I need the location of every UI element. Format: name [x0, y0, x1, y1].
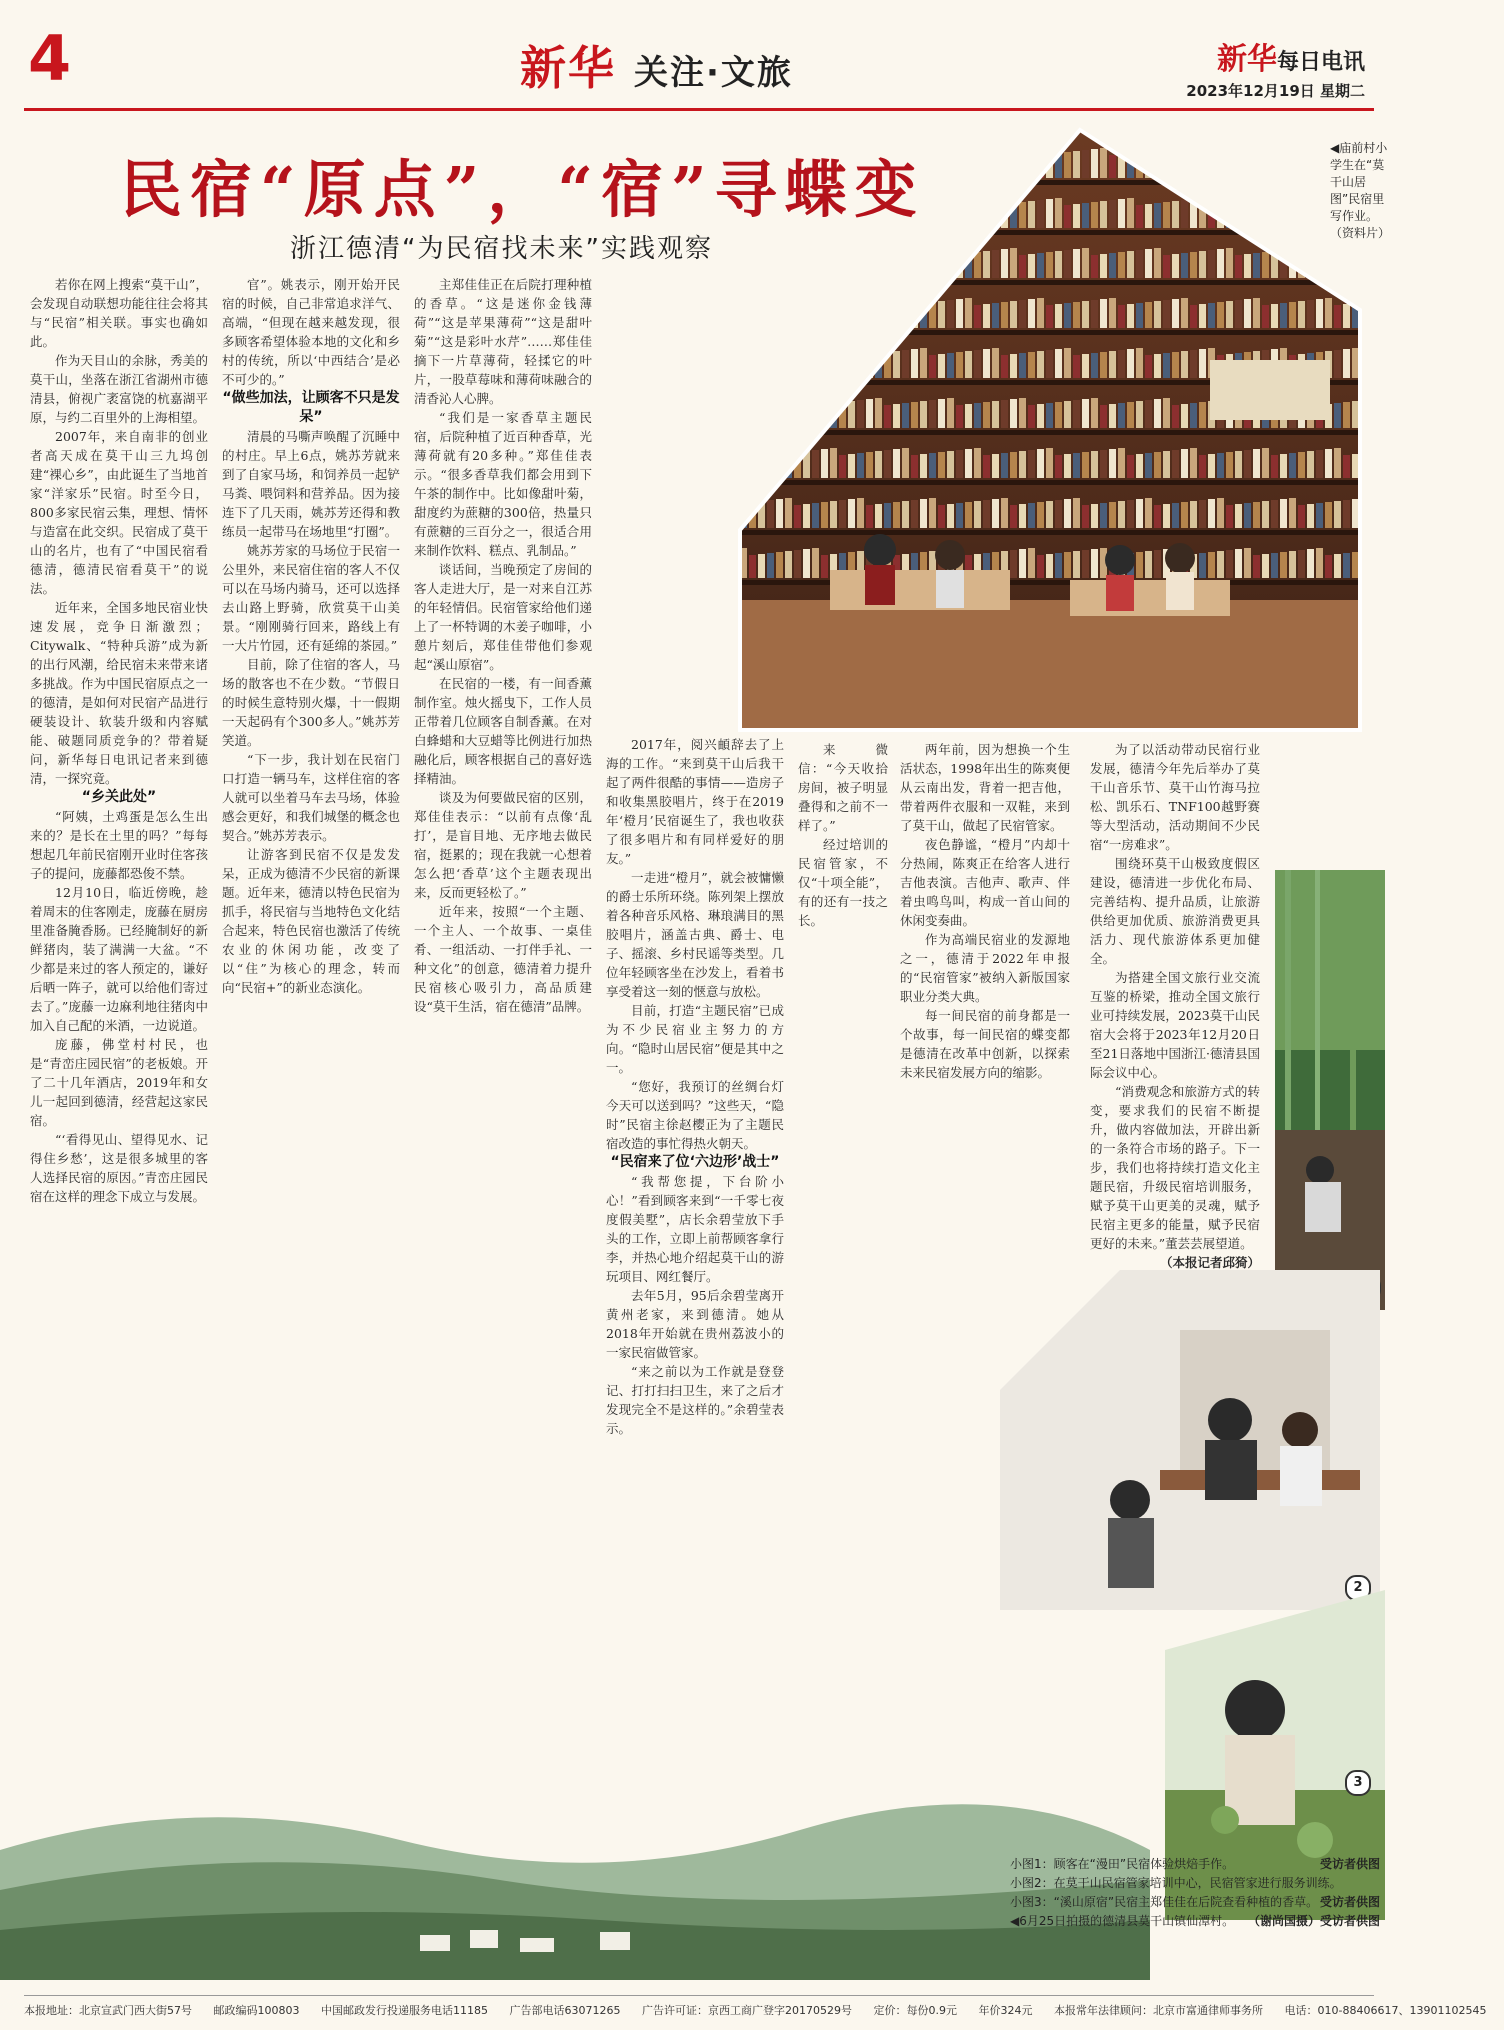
paragraph: 来微信：“今天收拾房间，被子明显叠得和之前不一样了。” [798, 742, 888, 833]
footer-annual-price: 年价324元 [978, 2004, 1033, 2017]
paragraph: 目前，除了住宿的客人，马场的散客也不在少数。“节假日的时候生意特别火爆，十一假期一天起码有个300多人。”姚苏芳笑道。 [222, 657, 400, 748]
article-column-2 [222, 275, 400, 1875]
caption-line: ◀6月25日拍摄的德清县莫干山镇仙潭村。 （谢尚国摄） [1010, 1914, 1320, 1928]
section-label: 关注·文旅 [634, 53, 793, 93]
newspaper-brand [1217, 34, 1365, 78]
caption-line: 小图3：“溪山原宿”民宿主郑佳佳在后院查看种植的香草。 受访者供图 [1010, 1895, 1380, 1928]
paragraph: “‘看得见山、望得见水、记得住乡愁’，这是很多城里的客人选择民宿的原因。”青峦庄园民宿在这样的理念下成立与发展。 [30, 1132, 208, 1204]
footer-divider [24, 1995, 1374, 1996]
section-subtitle: “乡关此处” [81, 789, 157, 805]
paragraph: 经过培训的民宿管家，不仅“十项全能”，有的还有一技之长。 [798, 837, 888, 928]
paragraph: “您好，我预订的丝绸台灯今天可以送到吗？”这些天，“隐时”民宿主徐赵樱正为了主题民宿改造的事忙得热火朝天。 [606, 1079, 784, 1151]
paragraph: 作为天目山的余脉，秀美的莫干山，坐落在浙江省湖州市德清县，俯视广袤富饶的杭嘉湖平原，与约二百里外的上海相望。 [30, 353, 208, 425]
caption-line: 小图1：顾客在“漫田”民宿体验烘焙手作。 受访者供图 [1010, 1857, 1380, 1871]
paragraph: 清晨的马嘶声唤醒了沉睡中的村庄。早上6点，姚苏芳就来到了自家马场，和饲养员一起铲马粪、喂饲料和营养品。因为接连下了几天雨，姚苏芳还得和教练员一起带马在场地里“打圈”。 [222, 429, 400, 539]
paragraph: 为了以活动带动民宿行业发展，德清今年先后举办了莫干山音乐节、莫干山竹海马拉松、凯乐石、TNF100越野赛等大型活动，活动期间不少民宿“一房难求”。 [1090, 742, 1260, 852]
paragraph: 2007年，来自南非的创业者高天成在莫干山三九坞创建“裸心乡”，由此诞生了当地首家“洋家乐”民宿。时至今日，800多家民宿云集，理想、情怀与造富在此交织。民宿成了莫干山的名片，也有了“中国民宿看德清，德清民宿看莫干”的说法。 [30, 429, 208, 596]
paragraph: “阿姨，土鸡蛋是怎么生出来的？是长在土里的吗？”每每想起几年前民宿刚开业时住客孩子的提问，庞藤都恐俊不禁。 [30, 809, 208, 881]
paragraph: 两年前，因为想换一个生活状态，1998年出生的陈爽便从云南出发，背着一把吉他，带着两件衣服和一双鞋，来到了莫干山，做起了民宿管家。 [900, 742, 1070, 833]
article-column-3 [414, 275, 592, 1875]
reporter-byline: （本报记者邱猗） [1159, 1255, 1260, 1270]
article-column-5 [798, 740, 888, 1890]
paragraph: 为搭建全国文旅行业交流互鉴的桥梁，推动全国文旅行业可持续发展，2023莫干山民宿大会将于2023年12月20日至21日落地中国浙江·德清县国际会议中心。 [1090, 970, 1260, 1080]
paragraph: “消费观念和旅游方式的转变，要求我们的民宿不断提升，做内容做加法，开辟出新的一条符合市场的路子。下一步，我们也将持续打造文化主题民宿，升级民宿培训服务，赋予莫干山更美的灵魂，赋予民宿主更多的能量，赋予民宿更好的未来。”董芸芸展望道。 [1090, 1084, 1260, 1251]
footer [24, 2002, 1487, 2018]
article-column-1 [30, 275, 208, 1895]
masthead-divider [24, 108, 1374, 111]
paragraph: 目前，打造“主题民宿”已成为不少民宿业主努力的方向。“隐时山居民宿”便是其中之一。 [606, 1003, 784, 1075]
mountain-village-illustration [0, 1770, 1150, 1980]
paragraph: “来之前以为工作就是登登记、打打扫扫卫生，来了之后才发现完全不是这样的。”余碧莹表示。 [606, 1364, 784, 1436]
footer-ad-license: 广告许可证：京西工商广登字20170529号 [642, 2004, 852, 2017]
photo-1-baking [1275, 870, 1385, 1310]
landscape-photo [0, 1770, 1150, 1980]
photo-captions [1010, 1855, 1380, 1931]
brand-subtitle: 每日电讯 [1276, 50, 1365, 75]
paragraph: 去年5月，95后余碧莹离开黄州老家，来到德清。她从2018年开始就在贵州荔波小的一家民宿做管家。 [606, 1288, 784, 1360]
headline: 民宿“原点”，“宿”寻蝶变 [120, 153, 925, 226]
masthead [0, 0, 1401, 110]
photo-spacer [606, 275, 784, 735]
footer-address: 本报地址：北京宣武门西大街57号 [24, 2004, 192, 2017]
top-photo-caption: ◀庙前村小学生在“莫干山居图”民宿里写作业。（资料片） [1330, 141, 1391, 240]
main-photo-library [740, 130, 1360, 730]
article-column-4 [606, 275, 784, 1875]
paragraph: “我们是一家香草主题民宿，后院种植了近百种香草，光薄荷就有20多种。”郑佳佳表示。“很多香草我们都会用到下午茶的制作中。比如像甜叶菊，甜度约为蔗糖的300倍，热量只有蔗糖的三百分之一，很适合用来制作饮料、糕点、乳制品。” [414, 410, 592, 558]
paragraph: 围绕环莫干山极致度假区建设，德清进一步优化布局、完善结构、提升品质，让旅游供给更加优质、旅游消费更具活力、现代旅游体系更加健全。 [1090, 856, 1260, 966]
paragraph: 夜色静谧，“橙月”内却十分热闹，陈爽正在给客人进行吉他表演。吉他声、歌声、伴着虫鸣鸟叫，构成一首山间的休闲变奏曲。 [900, 837, 1070, 928]
paragraph: 12月10日，临近傍晚，趁着周末的住客刚走，庞藤在厨房里准备腌香肠。已经腌制好的新鲜猪肉，装了满满一大盆。“不少都是来过的客人预定的，谦好后晒一阵子，就可以给他们寄过去了。”庞藤一边麻利地往猪肉中加入自己配的米酒，一边说道。 [30, 885, 208, 1033]
paragraph: 2017年，阅兴頔辞去了上海的工作。“来到莫干山后我干起了两件很酷的事情——造房子和收集黑胶唱片，终于在2019年‘橙月’民宿诞生了，我也收获了很多唱片和有同样爱好的朋友。” [606, 737, 784, 866]
paragraph: 让游客到民宿不仅是发发呆，正成为德清不少民宿的新课题。近年来，德清以特色民宿为抓手，将民宿与当地特色文化结合起来，特色民宿也激活了传统农业的休闲功能，改变了以“住”为核心的理念，转而向“民宿+”的新业态演化。 [222, 847, 400, 995]
footer-price: 定价：每份0.9元 [873, 2004, 957, 2017]
issue-date: 2023年12月19日 星期二 [1186, 82, 1365, 100]
paragraph: “我帮您提，下台阶小心！”看到顾客来到“一千零七夜度假美墅”，店长余碧莹放下手头的工作，立即上前帮顾客拿行李，并热心地介绍起莫干山的游玩项目、网红餐厅。 [606, 1174, 784, 1284]
paragraph: “下一步，我计划在民宿门口打造一辆马车，这样住宿的客人就可以坐着马车去马场，体验感会更好，和我们城堡的概念也契合。”姚苏芳表示。 [222, 752, 400, 843]
footer-legal: 本报常年法律顾问：北京市富通律师事务所 [1054, 2004, 1263, 2017]
paragraph: 若你在网上搜索“莫干山”，会发现自动联想功能往往会将其与“民宿”相关联。事实也确如此。 [30, 277, 208, 349]
paragraph: 庞藤，佛堂村村民，也是“青峦庄园民宿”的老板娘。开了二十几年酒店，2019年和女儿一起回到德清，经营起这家民宿。 [30, 1037, 208, 1128]
section-title [520, 32, 793, 98]
paragraph: 在民宿的一楼，有一间香薰制作室。烛火摇曳下，工作人员正带着几位顾客自制香薰。在对白蜂蜡和大豆蜡等比例进行加热融化后，顾客根据自己的喜好选择精油。 [414, 676, 592, 786]
paragraph: 谈及为何要做民宿的区别，郑佳佳表示：“以前有点像‘乱打’，是盲目地、无序地去做民宿，挺累的；现在我就一心想着怎么把‘香草’这个主题表现出来，反而更轻松了。” [414, 790, 592, 900]
footer-delivery-phone: 中国邮政发行投递服务电话11185 [321, 2004, 488, 2017]
paragraph: 近年来，按照“一个主题、一个主人、一个故事、一桌佳肴、一组活动、一打伴手礼、一种文化”的创意，德清着力提升民宿核心吸引力，高品质建设“莫干生活，宿在德清”品牌。 [414, 904, 592, 1014]
paragraph: 官”。姚表示，刚开始开民宿的时候，自己非常追求洋气、高端，“但现在越来越发现，很多顾客希望体验本地的文化和乡村的传统，所以‘中西结合’是必不可少的。” [222, 277, 400, 387]
library-illustration [740, 130, 1360, 730]
paragraph: 每一间民宿的前身都是一个故事，每一间民宿的蝶变都是德清在改革中创新，以探索未来民宿发展方向的缩影。 [900, 1008, 1070, 1080]
subheadline: 浙江德清“为民宿找未来”实践观察 [290, 234, 713, 264]
section-subtitle: “做些加法，让顾客不只是发呆” [222, 390, 400, 425]
brand-logo-left: 新华 [520, 41, 616, 95]
footer-ad-phone: 广告部电话63071265 [509, 2004, 621, 2017]
section-subtitle: “民宿来了位‘六边形’战士” [610, 1154, 780, 1170]
caption-line: 小图2：在莫干山民宿管家培训中心，民宿管家进行服务训练。 受访者供图 [1010, 1876, 1380, 1909]
brand-logo-right: 新华 [1216, 42, 1277, 77]
paragraph: 作为高端民宿业的发源地之一，德清于2022年申报的“民宿管家”被纳入新版国家职业分类大典。 [900, 932, 1070, 1004]
photo-number-badge: 2 [1345, 1575, 1371, 1601]
paragraph: 一走进“橙月”，就会被慵懒的爵士乐所环绕。陈列架上摆放着各种音乐风格、琳琅满目的黑胶唱片，涵盖古典、爵士、电子、摇滚、乡村民谣等类型。几位年轻顾客坐在沙发上，看着书享受着这一刻的惬意与放松。 [606, 870, 784, 999]
paragraph: 主郑佳佳正在后院打理种植的香草。“这是迷你金钱薄荷”“这是苹果薄荷”“这是甜叶菊”“这是彩叶水芹”……郑佳佳摘下一片草薄荷，轻揉它的叶片，一股草莓味和薄荷味融合的清香沁人心脾。 [414, 277, 592, 406]
forest-illustration [1275, 870, 1385, 1310]
paragraph: 近年来，全国多地民宿业快速发展，竞争日渐激烈；Citywalk、“特种兵游”成为新的出行风潮，给民宿未来带来诸多挑战。作为中国民宿原点之一的德清，是如何对民宿产品进行硬装设计、软装升级和内容赋能、破题同质竞争的？带着疑问，新华每日电讯记者来到德清，一探究竟。 [30, 600, 208, 786]
photo-2-training [1000, 1270, 1380, 1610]
page-number: 4 [28, 22, 72, 95]
training-illustration [1000, 1270, 1380, 1610]
footer-postcode: 邮政编码100803 [213, 2004, 300, 2017]
photo-number-badge: 3 [1345, 1770, 1371, 1796]
paragraph: 谈话间，当晚预定了房间的客人走进大厅，是一对来自江苏的年轻情侣。民宿管家给他们递上了一杯特调的木姜子咖啡，小憩片刻后，郑佳佳带他们参观起“溪山原宿”。 [414, 562, 592, 672]
paragraph: 姚苏芳家的马场位于民宿一公里外，来民宿住宿的客人不仅可以在马场内骑马，还可以选择去山路上野骑，欣赏莫干山美景。“刚刚骑行回来，路线上有一大片竹园，还有延绵的茶园。” [222, 543, 400, 653]
footer-phone: 电话：010-88406617、13901102545 [1284, 2004, 1487, 2017]
